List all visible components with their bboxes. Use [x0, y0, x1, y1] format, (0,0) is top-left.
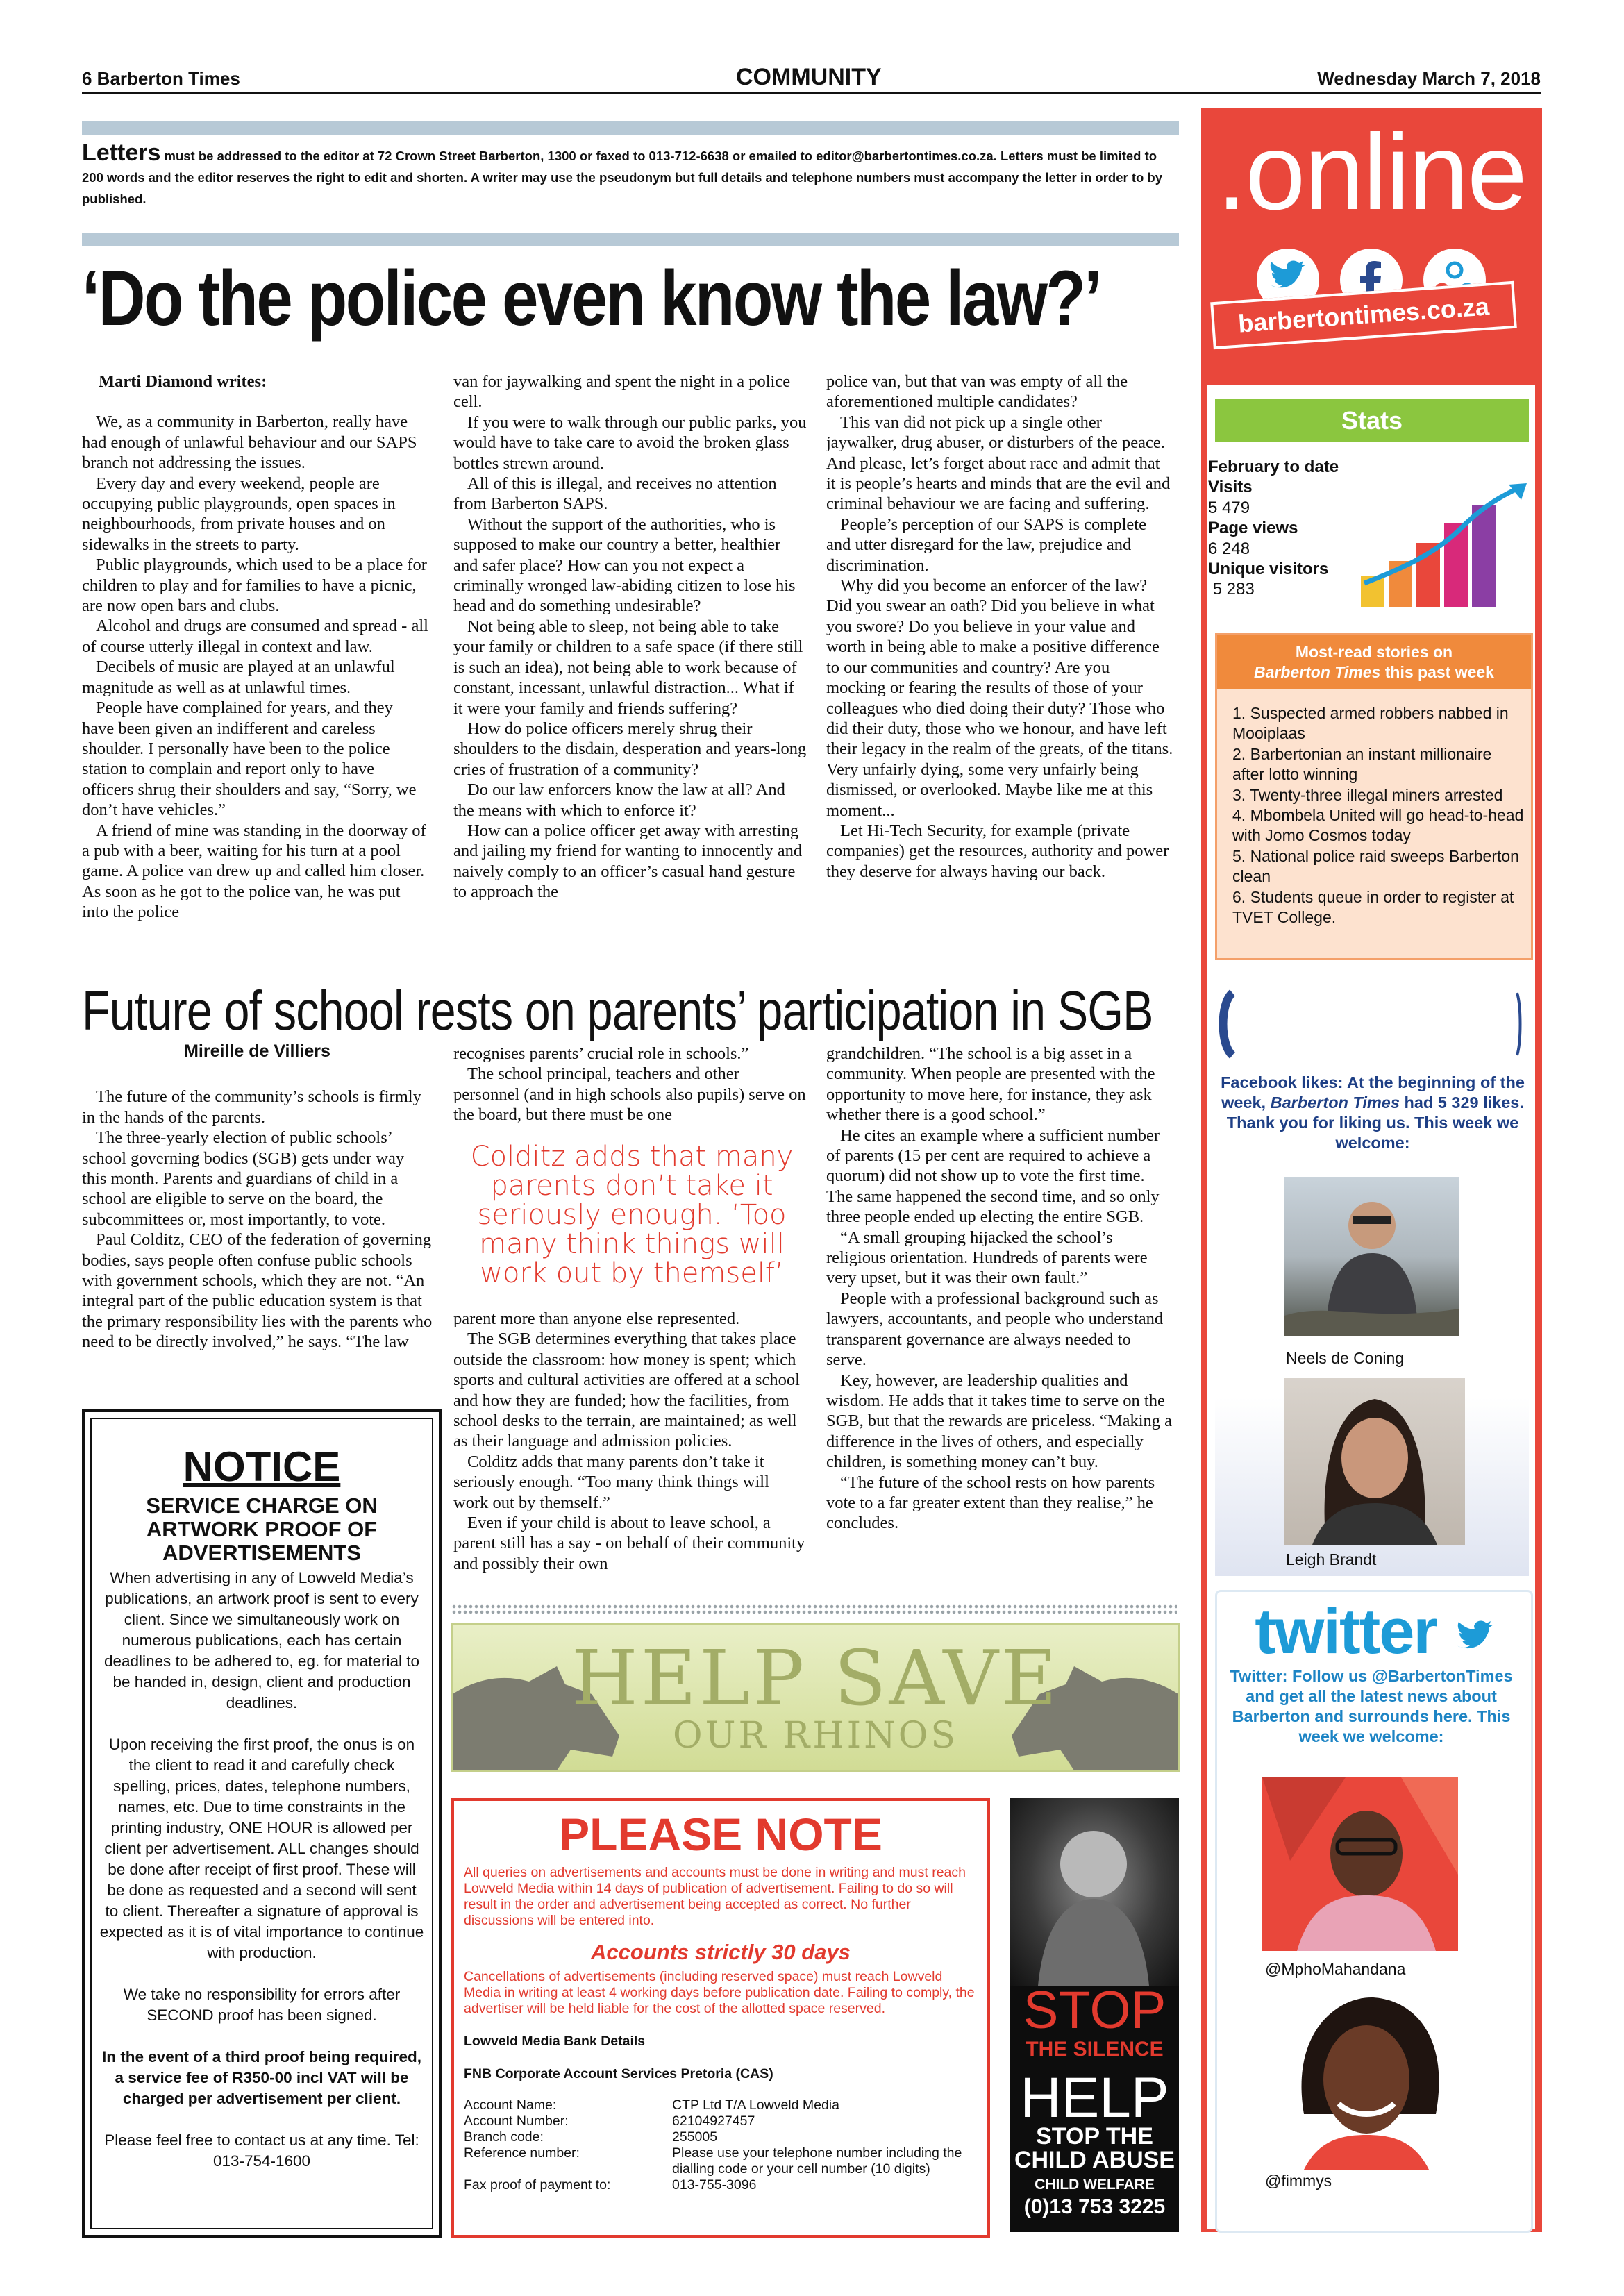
paragraph: grandchildren. “The school is a big asset in a community. When people are presented with the opportunity to move here, for instance, they ask whether there is a good school.” — [826, 1044, 1155, 1125]
paragraph: Why did you become an enforcer of the law? Did you swear an oath? Did you believe in what you swore? Do you believe in your value and worth in being able to make a positive difference to our communities and country? Are you mocking or fearing the results of those of your colleagues who died doing their duty? Those who did their duty, those who we honour, and have left their legacy in the realm of the greats, of the titans. Very unfairly dying, some very unfairly being dismissed, or overlooked. Maybe like me at this moment... — [826, 576, 1173, 820]
paragraph: All of this is illegal, and receives no attention from Barberton SAPS. — [453, 474, 777, 514]
blue-band-top — [82, 121, 1179, 135]
most-read-list — [1232, 703, 1524, 928]
most-read-header — [1217, 635, 1531, 689]
rhino-ad-line2: OUR RHINOS — [673, 1715, 958, 1757]
article2-column-2-bottom — [453, 1309, 807, 1574]
fb-text-part: had 5 329 likes. Thank you for liking us. This week we welcome: — [1226, 1093, 1524, 1152]
table-row — [464, 2097, 978, 2113]
child-silhouette-icon — [1010, 1798, 1179, 1986]
bank-label: Reference number: — [464, 2145, 580, 2161]
paragraph: The future of the community’s schools is firmly in the hands of the parents. — [82, 1087, 421, 1127]
avatar — [1284, 1378, 1465, 1545]
notice-paragraph: We take no responsibility for errors after SECOND proof has been signed. — [123, 1986, 401, 2024]
notice-paragraph: Upon receiving the first proof, the onus is on the client to read it and carefully check spelling, prices, dates, telephone numbers, names, etc. Due to time constraints in the printing industry, ONE HOUR is allowed per client per advertisement. ALL changes should be done after receipt of first proof. These will be done as requested and a second will sent to client. Thereafter a signature of approval is expected as it is of vital importance to continue with production. — [99, 1736, 424, 1961]
please-note-paragraph: All queries on advertisements and accounts must be done in writing and must reach Lowveld Media within 14 days of publication of advertisement. Failing to do so will result in the order and advertisement being accepted as correct. No further discussions will be entered into. — [464, 1865, 966, 1928]
bank-value: 013-755-3096 — [672, 2177, 757, 2193]
article1-column-3 — [826, 371, 1173, 882]
letters-text: must be addressed to the editor at 72 Crown Street Barberton, 1300 or faxed to 013-712-6638 or emailed to editor@barbertontimes.co.za. Letters must be limited to 200 words and the editor reserves the right to edit and shorten. A writer may use the pseudonym but full details and telephone numbers must accompany the letter in order to by published. — [82, 149, 1163, 206]
paragraph: This van did not pick up a single other jaywalker, drug abuser, or disturbers of the peace. And please, let’s forget about race and admit that it is people’s hearts and minds that are the evil and criminal behaviour we are facing and suffering. — [826, 412, 1171, 514]
blue-band-bottom — [82, 233, 1179, 246]
article2-column-3 — [826, 1044, 1173, 1534]
unique-label: Unique visitors — [1208, 560, 1329, 579]
person-photo-icon — [1284, 1378, 1465, 1545]
paragraph: van for jaywalking and spent the night in a police cell. — [453, 372, 791, 412]
article1-byline: Marti Diamond writes: — [99, 372, 267, 391]
avatar — [1262, 1989, 1471, 2170]
paragraph: People’s perception of our SAPS is complete and utter disregard for the law, prejudice and discrimination. — [826, 514, 1146, 575]
bank-label: Account Name: — [464, 2097, 557, 2113]
the-silence-word: THE SILENCE — [1026, 2038, 1164, 2061]
table-row — [464, 2129, 978, 2145]
notice-contact: Please feel free to contact us at any time. Tel: 013-754-1600 — [104, 2131, 419, 2170]
most-read-item[interactable]: 1. Suspected armed robbers nabbed in Mooiplaas — [1232, 704, 1509, 743]
bank-label: Account Number: — [464, 2113, 569, 2129]
letters-notice — [82, 142, 1179, 210]
table-row — [464, 2145, 978, 2177]
table-row — [464, 2113, 978, 2129]
help-word: HELP — [1020, 2066, 1169, 2129]
paragraph: He cites an example where a sufficient number of parents (15 per cent are required to achieve a quorum) did not show up to vote the first time. The same happened the second time, and so only three people ended up electing the entire SGB. — [826, 1125, 1160, 1227]
paragraph: police van, but that van was empty of all the aforementioned multiple candidates? — [826, 372, 1128, 412]
rhino-ad-line1: HELP SAVE — [571, 1634, 1060, 1723]
fb-follower-name: Neels de Coning — [1286, 1349, 1405, 1367]
most-read-box — [1215, 633, 1533, 960]
paragraph: Decibels of music are played at an unlawful magnitude as well as at unlawful times. — [82, 657, 395, 697]
website-tag[interactable]: barbertontimes.co.za — [1210, 281, 1517, 349]
unique-value: 5 283 — [1208, 580, 1255, 599]
paragraph: parent more than anyone else represented. — [453, 1309, 740, 1328]
child-welfare-label: CHILD WELFARE — [1035, 2177, 1155, 2193]
bank-value: 255005 — [672, 2129, 718, 2145]
paragraph: We, as a community in Barberton, really have had enough of unlawful behaviour and our SAPS branch not addressing the issues. — [82, 412, 417, 473]
notice-box — [82, 1409, 442, 2238]
ad-divider-dots — [451, 1604, 1177, 1616]
paragraph: The three-yearly election of public schools’ school governing bodies (SGB) gets under way this month. Parents and guardians of child in a school are eligible to serve on the board, the subcommittees or, most importantly, to vote. — [82, 1128, 405, 1229]
fb-follower-name: Leigh Brandt — [1286, 1550, 1377, 1568]
twitter-follower-handle: @fimmys — [1265, 2172, 1332, 2190]
person-photo-icon — [1262, 1989, 1471, 2170]
paragraph: recognises parents’ crucial role in schools.” — [453, 1044, 749, 1063]
twitter-follower-handle: @MphoMahandana — [1265, 1960, 1406, 1978]
bank-subheading: FNB Corporate Account Services Pretoria (CAS) — [464, 2066, 773, 2081]
paragraph: How can a police officer get away with arresting and jailing my friend for wanting to innocently and naively comply to an officer’s casual hand gesture to approach the — [453, 821, 803, 902]
please-note-title: PLEASE NOTE — [559, 1809, 882, 1860]
stats-bar-chart-icon — [1357, 479, 1534, 611]
pull-quote: Colditz adds that many parents don’t take it seriously enough. ‘Too many think things will work out by themself’ — [470, 1141, 794, 1289]
bank-label: Branch code: — [464, 2129, 544, 2145]
paragraph: Paul Colditz, CEO of the federation of governing bodies, says people often confuse public schools with government schools, which they are not. “An integral part of the public education system is that the primary responsibility lies with the parents who need to be directly involved,” he says. “The law — [82, 1230, 433, 1352]
most-read-item[interactable]: 6. Students queue in order to register at TVET College. — [1232, 887, 1514, 927]
child-photo — [1010, 1798, 1179, 1986]
stats-text — [1208, 457, 1339, 600]
issue-date: Wednesday March 7, 2018 — [1317, 68, 1541, 89]
most-read-header-line2: this past week — [1380, 663, 1494, 681]
paragraph: Public playgrounds, which used to be a place for children to play and for families to have a picnic, are now open bars and clubs. — [82, 555, 427, 616]
paragraph: Not being able to sleep, not being able to take your family or children to a safe space (if there still is such an idea), not being able to work because of constant, incessant, unlawful distraction... What if it were your family and friends suffering? — [453, 617, 803, 718]
paragraph: Key, however, are leadership qualities and wisdom. He adds that it takes time to serve on the SGB, but that the rewards are priceless. “Making a difference in the lives of others, and especially children, is something money can’t buy. — [826, 1371, 1173, 1472]
please-note-paragraph: Cancellations of advertisements (including reserved space) must reach Lowveld Media in writing at least 4 working days before publication date. Failing to comply, the advertiser will be held liable for the cost of the allotted space reserved. — [464, 1969, 975, 2016]
most-read-paper-name: Barberton Times — [1254, 663, 1381, 681]
visits-label: Visits — [1208, 478, 1253, 497]
person-photo-icon — [1284, 1177, 1459, 1336]
online-wordmark: .online — [1216, 112, 1526, 233]
paragraph: Without the support of the authorities, who is supposed to make our country a better, healthier and safer place? How can you not expect a criminally wronged law-abiding citizen to lose his head and do something undesirable? — [453, 514, 796, 616]
article2-headline: Future of school rests on parents’ participation in SGB — [82, 980, 1153, 1041]
bank-value: 62104927457 — [672, 2113, 755, 2129]
most-read-item[interactable]: 3. Twenty-three illegal miners arrested — [1232, 785, 1503, 804]
most-read-item[interactable]: 2. Barbertonian an instant millionaire after lotto winning — [1232, 744, 1492, 784]
paragraph: A friend of mine was standing in the doorway of a pub with a beer, waiting for his turn at a pool game. A police van drew up and called him closer. As soon as he got to the police van, he was put into the police — [82, 821, 426, 922]
twitter-wordmark — [1229, 1593, 1521, 1670]
accounts-heading: Accounts strictly 30 days — [591, 1940, 851, 1964]
twitter-bird-icon — [1453, 1619, 1495, 1654]
paragraph: The school principal, teachers and other personnel (and in high schools also pupils) serve on the board, but there must be one — [453, 1064, 806, 1125]
paragraph: Let Hi-Tech Security, for example (private companies) get the resources, authority and power they deserve for always having our back. — [826, 821, 1169, 881]
article1-column-1 — [82, 371, 429, 923]
paragraph: How do police officers merely shrug their shoulders to the disdain, desperation and years-long cries of frustration of a community? — [453, 719, 807, 779]
letters-lead: Letters — [82, 140, 161, 166]
notice-subtitle: SERVICE CHARGE ON ARTWORK PROOF OF ADVERTISEMENTS — [146, 1493, 378, 1565]
fb-paper-name: Barberton Times — [1270, 1093, 1400, 1112]
article2-byline: Mireille de Villiers — [184, 1041, 330, 1061]
page-folio: 6 Barberton Times — [82, 68, 240, 89]
child-welfare-ad — [1010, 1798, 1179, 2232]
fb-text-part: Facebook likes: At the beginning of the week, — [1221, 1073, 1525, 1112]
most-read-item[interactable]: 5. National police raid sweeps Barberton clean — [1232, 846, 1519, 886]
most-read-header-line1: Most-read stories on — [1295, 643, 1453, 661]
paragraph: People have complained for years, and they have been given an indifferent and careless shoulder. I personally have been to the police station to complain and report only to have officers shrug their shoulders and say, “Sorry, we don’t have vehicles.” — [82, 698, 417, 820]
article2-column-1 — [82, 1041, 433, 1352]
bank-details-table — [464, 2097, 978, 2193]
pageviews-label: Page views — [1208, 519, 1298, 538]
twitter-follow-text: Twitter: Follow us @BarbertonTimes and get all the latest news about Barberton and surrounds here. This week we welcome: — [1230, 1667, 1513, 1745]
most-read-item[interactable]: 4. Mbombela United will go head-to-head with Jomo Cosmos today — [1232, 806, 1524, 845]
facebook-logo-icon — [1212, 986, 1531, 1062]
child-welfare-phone: (0)13 753 3225 — [1023, 2195, 1166, 2218]
stats-period: February to date — [1208, 458, 1339, 476]
paragraph: “A small grouping hijacked the school’s religious orientation. Hundreds of parents were very upset, but it was their own fault.” — [826, 1227, 1148, 1288]
paragraph: If you were to walk through our public parks, you would have to take care to avoid the broken glass bottles strewn around. — [453, 412, 807, 473]
header-rule — [82, 92, 1541, 94]
rhino-ad — [451, 1623, 1180, 1772]
bank-label: Fax proof of payment to: — [464, 2177, 611, 2193]
article-headline: ‘Do the police even know the law?’ — [82, 255, 1100, 342]
notice-title: NOTICE — [183, 1443, 341, 1490]
paragraph: Do our law enforcers know the law at all? And the means with which to enforce it? — [453, 780, 785, 820]
stop-child-abuse: STOP THE CHILD ABUSE — [1014, 2123, 1175, 2173]
pageviews-value: 6 248 — [1208, 539, 1250, 558]
please-note-box — [451, 1798, 990, 2238]
bank-details-heading: Lowveld Media Bank Details — [464, 2034, 646, 2049]
notice-fee: In the event of a third proof being required, a service fee of R350-00 incl VAT will be charged per advertisement per client. — [101, 2048, 422, 2107]
stop-word: STOP — [1023, 1981, 1166, 2040]
paragraph: The SGB determines everything that takes place outside the classroom: how money is spent; which sports and cultural activities are offered at a school and how they are funded; how the facilities, from school desks to the terrain, are maintained; as well as their language and admission policies. — [453, 1330, 800, 1451]
avatar — [1284, 1177, 1459, 1336]
visits-value: 5 479 — [1208, 498, 1250, 517]
stats-header: Stats — [1215, 399, 1529, 442]
avatar — [1262, 1777, 1458, 1951]
paragraph: Colditz adds that many parents don’t take it seriously enough. “Too many think things will work out by themself.” — [453, 1452, 769, 1512]
bank-value: Please use your telephone number including the dialling code or your cell number (10 digits) — [672, 2145, 962, 2177]
table-row — [464, 2177, 978, 2193]
paragraph: Even if your child is about to leave school, a parent still has a say - on behalf of their community and possibly their own — [453, 1514, 805, 1573]
facebook-likes-text — [1216, 1073, 1529, 1153]
section-title: COMMUNITY — [736, 64, 882, 90]
bank-value: CTP Ltd T/A Lowveld Media — [672, 2097, 839, 2113]
article1-column-2 — [453, 371, 807, 903]
article2-column-2-top — [453, 1044, 807, 1125]
notice-paragraph: When advertising in any of Lowveld Media’s publications, an artwork proof is sent to every client. Since we simultaneously work on numerous publications, each has certain deadlines to be adhered to, eg. for material to be handed in, design, client and production deadlines. — [103, 1569, 420, 1711]
twitter-word: twitter — [1255, 1596, 1437, 1667]
paragraph: Every day and every weekend, people are occupying public playgrounds, open spaces in neighbourhoods, from private houses and on sidewalks in the streets to party. — [82, 474, 396, 554]
paragraph: Alcohol and drugs are consumed and spread - all of course utterly illegal in context and law. — [82, 617, 428, 656]
paragraph: “The future of the school rests on how parents vote to a far greater extent than they realise,” he concludes. — [826, 1473, 1155, 1533]
paragraph: People with a professional background such as lawyers, accountants, and people who understand transparent governance are always needed to serve. — [826, 1289, 1164, 1370]
person-photo-icon — [1262, 1777, 1458, 1951]
